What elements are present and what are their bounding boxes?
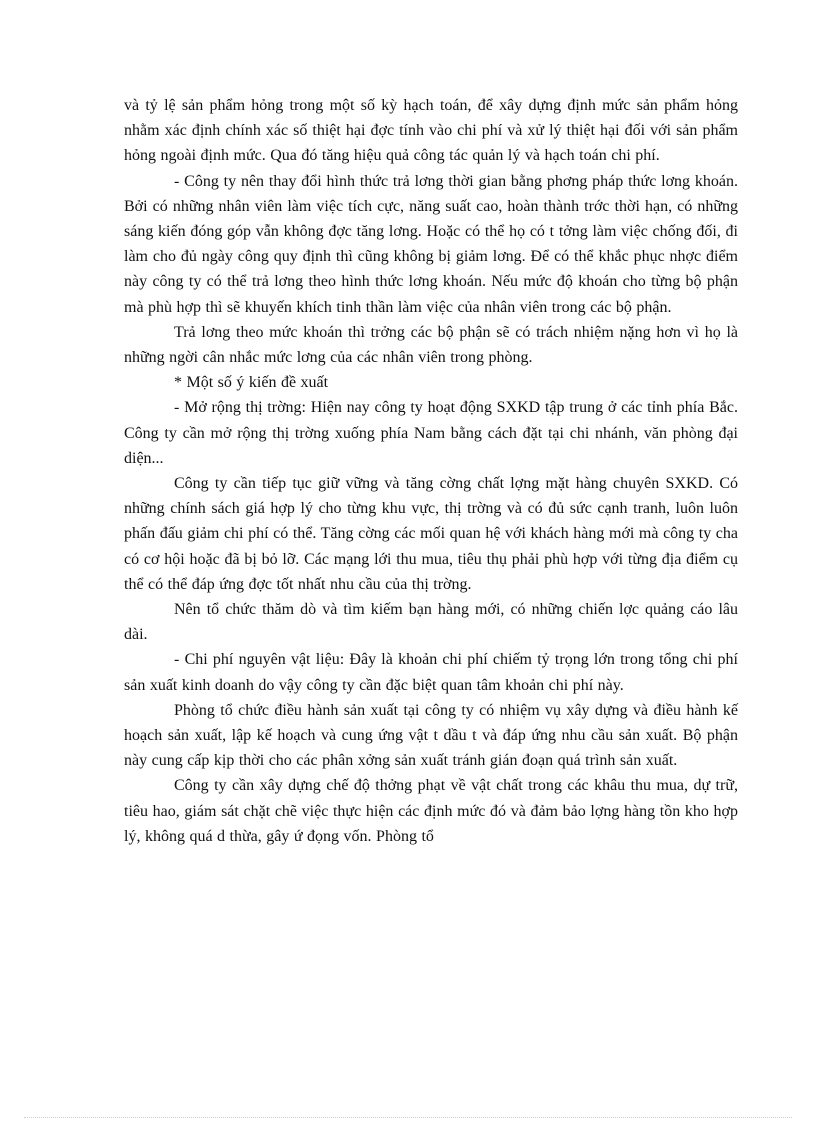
paragraph-heading-suggestions: * Một số ý kiến đề xuất: [174, 374, 329, 392]
paragraph-3: Trả lơng theo mức khoán thì trởng các bộ phận sẽ có trách nhiệm nặng hơn vì họ là những ngời cân nhắc mức lơng của các nhân viên trong phòng.: [124, 323, 738, 367]
paragraph-9: Phòng tổ chức điều hành sản xuất tại công ty có nhiệm vụ xây dựng và điều hành kế hoạch sản xuất, lập kế hoạch và cung ứng vật t dầu t và đáp ứng nhu cầu sản xuất. Bộ phận này cung cấp kịp thời cho các phân xởng sản xuất tránh gián đoạn quá trình sản xuất.: [124, 701, 738, 770]
paragraph-1: và tỷ lệ sản phẩm hỏng trong một số kỳ hạch toán, để xây dựng định mức sản phẩm hỏng nhằm xác định chính xác số thiệt hại đợc tính vào chi phí và xử lý thiệt hại đối với sản phẩm hỏng ngoài định mức. Qua đó tăng hiệu quả công tác quản lý và hạch toán chi phí.: [124, 97, 738, 165]
page-bottom-divider: [24, 1117, 792, 1118]
document-page: [124, 93, 738, 849]
paragraph-6: Công ty cần tiếp tục giữ vững và tăng cờng chất lợng mặt hàng chuyên SXKD. Có những chính sách giá hợp lý cho từng khu vực, thị trờng và có đủ sức cạnh tranh, luôn luôn phấn đấu giảm chi phí có thể. Tăng cờng các mối quan hệ với khách hàng mới mà công ty cha có cơ hội hoặc đã bị bỏ lỡ. Các mạng lới thu mua, tiêu thụ phải phù hợp với từng địa điểm cụ thể có thể đáp ứng đợc tốt nhất nhu cầu của thị trờng.: [124, 475, 738, 593]
paragraph-7: Nên tổ chức thăm dò và tìm kiếm bạn hàng mới, có những chiến lợc quảng cáo lâu dài.: [124, 601, 738, 644]
paragraph-8: - Chi phí nguyên vật liệu: Đây là khoản chi phí chiếm tỷ trọng lớn trong tổng chi phí sản xuất kinh doanh do vậy công ty cần đặc biệt quan tâm khoản chi phí này.: [124, 651, 738, 694]
paragraph-2: - Công ty nên thay đổi hình thức trả lơng thời gian bằng phơng pháp thức lơng khoán. Bởi có những nhân viên làm việc tích cực, năng suất cao, hoàn thành trớc thời hạn, có những sáng kiến đóng góp vẫn không đợc tăng lơng. Hoặc có thể họ có t tởng làm việc chống đối, đi làm cho đủ ngày công quy định thì cũng không bị giảm lơng. Để có thể khắc phục nhợc điểm này công ty có thể trả lơng theo hình thức lơng khoán. Nếu mức độ khoán cho từng bộ phận mà phù hợp thì sẽ khuyến khích tinh thần làm việc của nhân viên trong các bộ phận.: [124, 172, 738, 316]
paragraph-5: - Mở rộng thị trờng: Hiện nay công ty hoạt động SXKD tập trung ở các tỉnh phía Bắc. Công ty cần mở rộng thị trờng xuống phía Nam bằng cách đặt tại chi nhánh, văn phòng đại diện...: [124, 399, 738, 467]
paragraph-10: Công ty cần xây dựng chế độ thởng phạt về vật chất trong các khâu thu mua, dự trữ, tiêu hao, giám sát chặt chẽ việc thực hiện các định mức đó và đảm bảo lợng hàng tồn kho hợp lý, không quá d thừa, gây ứ đọng vốn. Phòng tổ: [124, 777, 738, 845]
